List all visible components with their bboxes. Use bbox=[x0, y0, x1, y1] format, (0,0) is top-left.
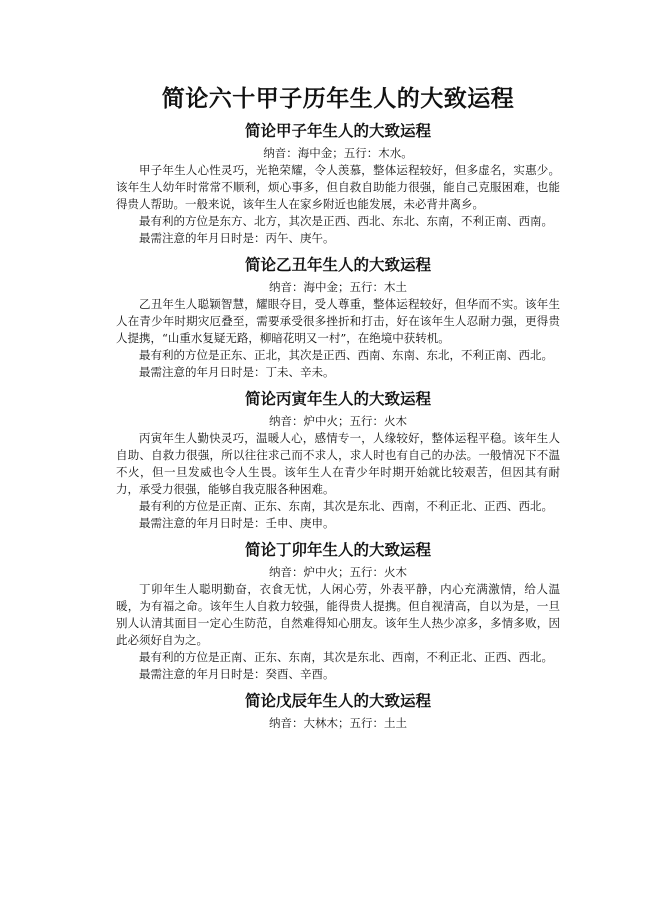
section-caution: 最需注意的年月日时是：丁未、辛未。 bbox=[139, 365, 335, 379]
section-heading: 简论甲子年生人的大致运程 bbox=[244, 122, 431, 140]
section-nayin: 纳音：炉中火；五行：火木 bbox=[269, 414, 407, 428]
section-nayin: 纳音：海中金；五行：木水。 bbox=[263, 146, 413, 160]
section-direction: 最有利的方位是正南、正东、东南，其次是东北、西南，不利正北、正西、西北。 bbox=[139, 499, 553, 513]
section-direction: 最有利的方位是正南、正东、东南，其次是东北、西南，不利正北、正西、西北。 bbox=[139, 650, 553, 664]
section-jiazi bbox=[116, 119, 560, 247]
section-nayin: 纳音：海中金；五行：木土 bbox=[269, 280, 407, 294]
section-caution: 最需注意的年月日时是：丙午、庚午。 bbox=[139, 231, 335, 245]
section-heading: 简论丁卯年生人的大致运程 bbox=[244, 541, 431, 559]
section-heading: 简论丙寅年生人的大致运程 bbox=[244, 390, 431, 408]
section-description: 丙寅年生人勤快灵巧，温暖人心，感情专一，人缘较好，整体运程平稳。该年生人自助、自救力很强，所以往往求己而不求人，求人时也有自己的办法。一般情况下不温不火，但一旦发威也令人生畏。该年生人在青少年时期开始就比较艰苦，但因其有耐力，承受力很强，能够自我克服各种困难。 bbox=[116, 431, 560, 496]
section-description: 乙丑年生人聪颖智慧，耀眼夺目，受人尊重，整体运程较好，但华而不实。该年生人在青少年时期灾厄叠至，需要承受很多挫折和打击，好在该年生人忍耐力强，更得贵人提携，“山重水复疑无路，柳暗花明又一村”，在绝境中获转机。 bbox=[116, 297, 560, 345]
section-heading: 简论乙丑年生人的大致运程 bbox=[244, 256, 431, 274]
section-description: 丁卯年生人聪明勤奋，衣食无忧，人闲心劳，外表平静，内心充满激情，给人温暖，为有福之命。该年生人自救力较强，能得贵人提携。但自视清高，自以为是，一旦别人认清其面目一定心生防范，自然难得知心朋友。该年生人热少凉多，多情多败，因此必须好自为之。 bbox=[116, 582, 560, 647]
section-wuchen bbox=[116, 689, 560, 732]
section-heading: 简论戊辰年生人的大致运程 bbox=[244, 692, 431, 710]
section-direction: 最有利的方位是正东、正北，其次是正西、西南、东南、东北，不利正南、西北。 bbox=[139, 348, 553, 362]
section-dingmao bbox=[116, 538, 560, 683]
section-caution: 最需注意的年月日时是：壬申、庚申。 bbox=[139, 516, 335, 530]
section-direction: 最有利的方位是东方、北方，其次是正西、西北、东北、东南，不利正南、西南。 bbox=[139, 214, 553, 228]
document-page bbox=[116, 80, 560, 734]
section-bingyin bbox=[116, 387, 560, 532]
section-yichou bbox=[116, 253, 560, 381]
section-nayin: 纳音：炉中火；五行：火木 bbox=[269, 565, 407, 579]
section-caution: 最需注意的年月日时是：癸酉、辛酉。 bbox=[139, 667, 335, 681]
section-nayin: 纳音：大林木；五行：土土 bbox=[269, 716, 407, 730]
section-description: 甲子年生人心性灵巧，光艳荣耀，令人羡慕，整体运程较好，但多虚名，实惠少。该年生人幼年时常常不顺利，烦心事多，但自救自助能力很强，能自己克服困难，也能得贵人帮助。一般来说，该年生人在家乡附近也能发展，未必背井离乡。 bbox=[116, 163, 560, 211]
document-title: 简论六十甲子历年生人的大致运程 bbox=[161, 86, 515, 112]
